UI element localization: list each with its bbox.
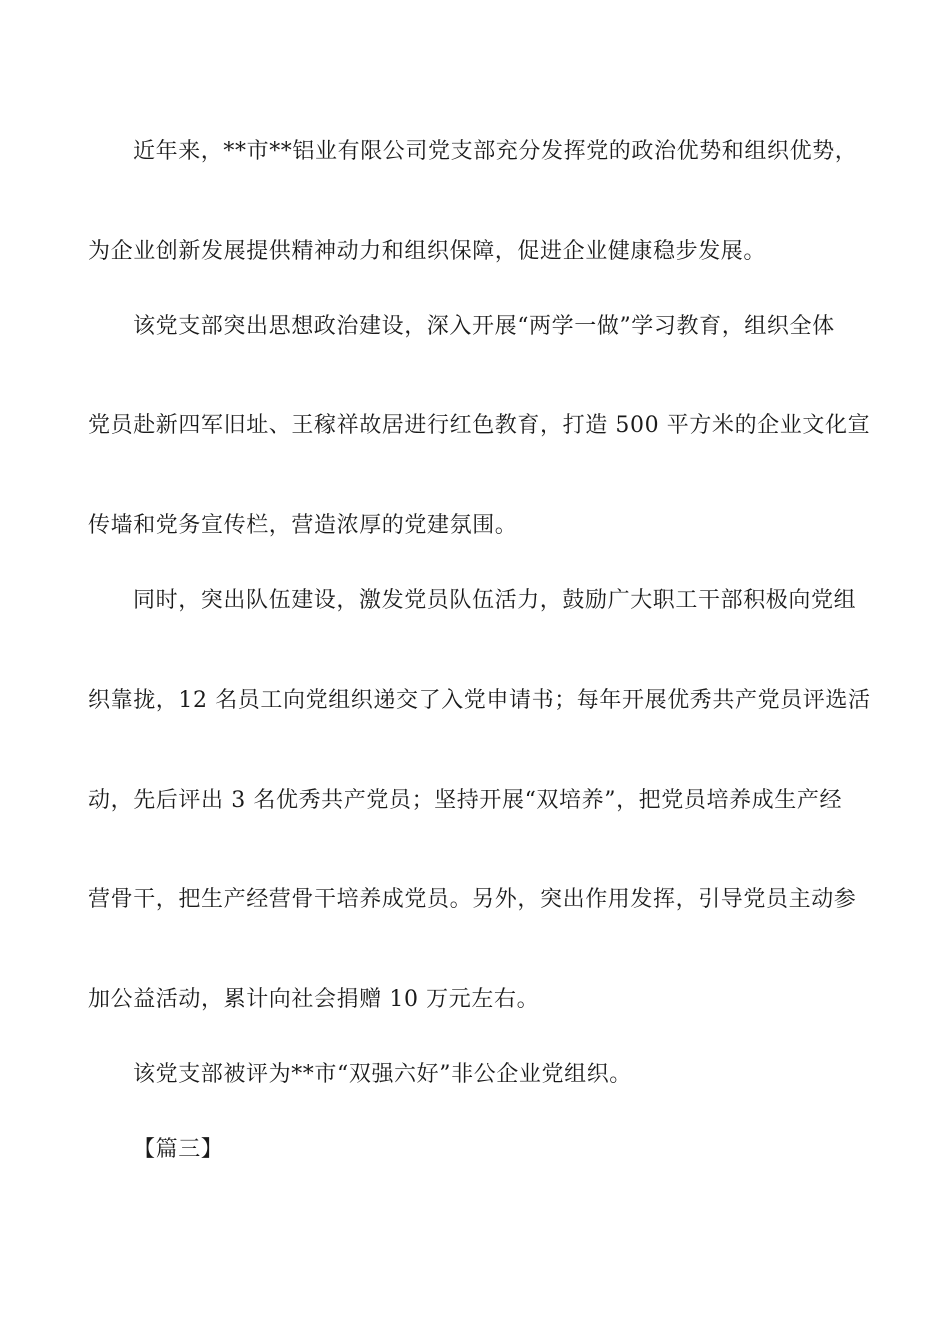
paragraph-4-line-1: 该党支部被评为**市“双强六好”非公企业党组织。 bbox=[133, 1062, 632, 1087]
paragraph-3-line-2: 织靠拢，12 名员工向党组织递交了入党申请书；每年开展优秀共产党员评选活 bbox=[88, 688, 871, 713]
paragraph-3-line-3: 动，先后评出 3 名优秀共产党员；坚持开展“双培养”，把党员培养成生产经 bbox=[88, 788, 843, 813]
paragraph-3-line-4: 营骨干，把生产经营骨干培养成党员。另外，突出作用发挥，引导党员主动参 bbox=[88, 887, 857, 912]
section-heading: 【篇三】 bbox=[133, 1137, 224, 1162]
paragraph-3-line-5: 加公益活动，累计向社会捐赠 10 万元左右。 bbox=[88, 987, 540, 1012]
paragraph-1-line-2: 为企业创新发展提供精神动力和组织保障，促进企业健康稳步发展。 bbox=[88, 239, 767, 264]
paragraph-2-line-1: 该党支部突出思想政治建设，深入开展“两学一做”学习教育，组织全体 bbox=[133, 314, 835, 339]
paragraph-1-line-1: 近年来，**市**铝业有限公司党支部充分发挥党的政治优势和组织优势， bbox=[133, 139, 858, 164]
paragraph-3-line-1: 同时，突出队伍建设，激发党员队伍活力，鼓励广大职工干部积极向党组 bbox=[133, 588, 857, 613]
paragraph-2-line-2: 党员赴新四军旧址、王稼祥故居进行红色教育，打造 500 平方米的企业文化宣 bbox=[88, 413, 871, 438]
paragraph-2-line-3: 传墙和党务宣传栏，营造浓厚的党建氛围。 bbox=[88, 513, 518, 538]
